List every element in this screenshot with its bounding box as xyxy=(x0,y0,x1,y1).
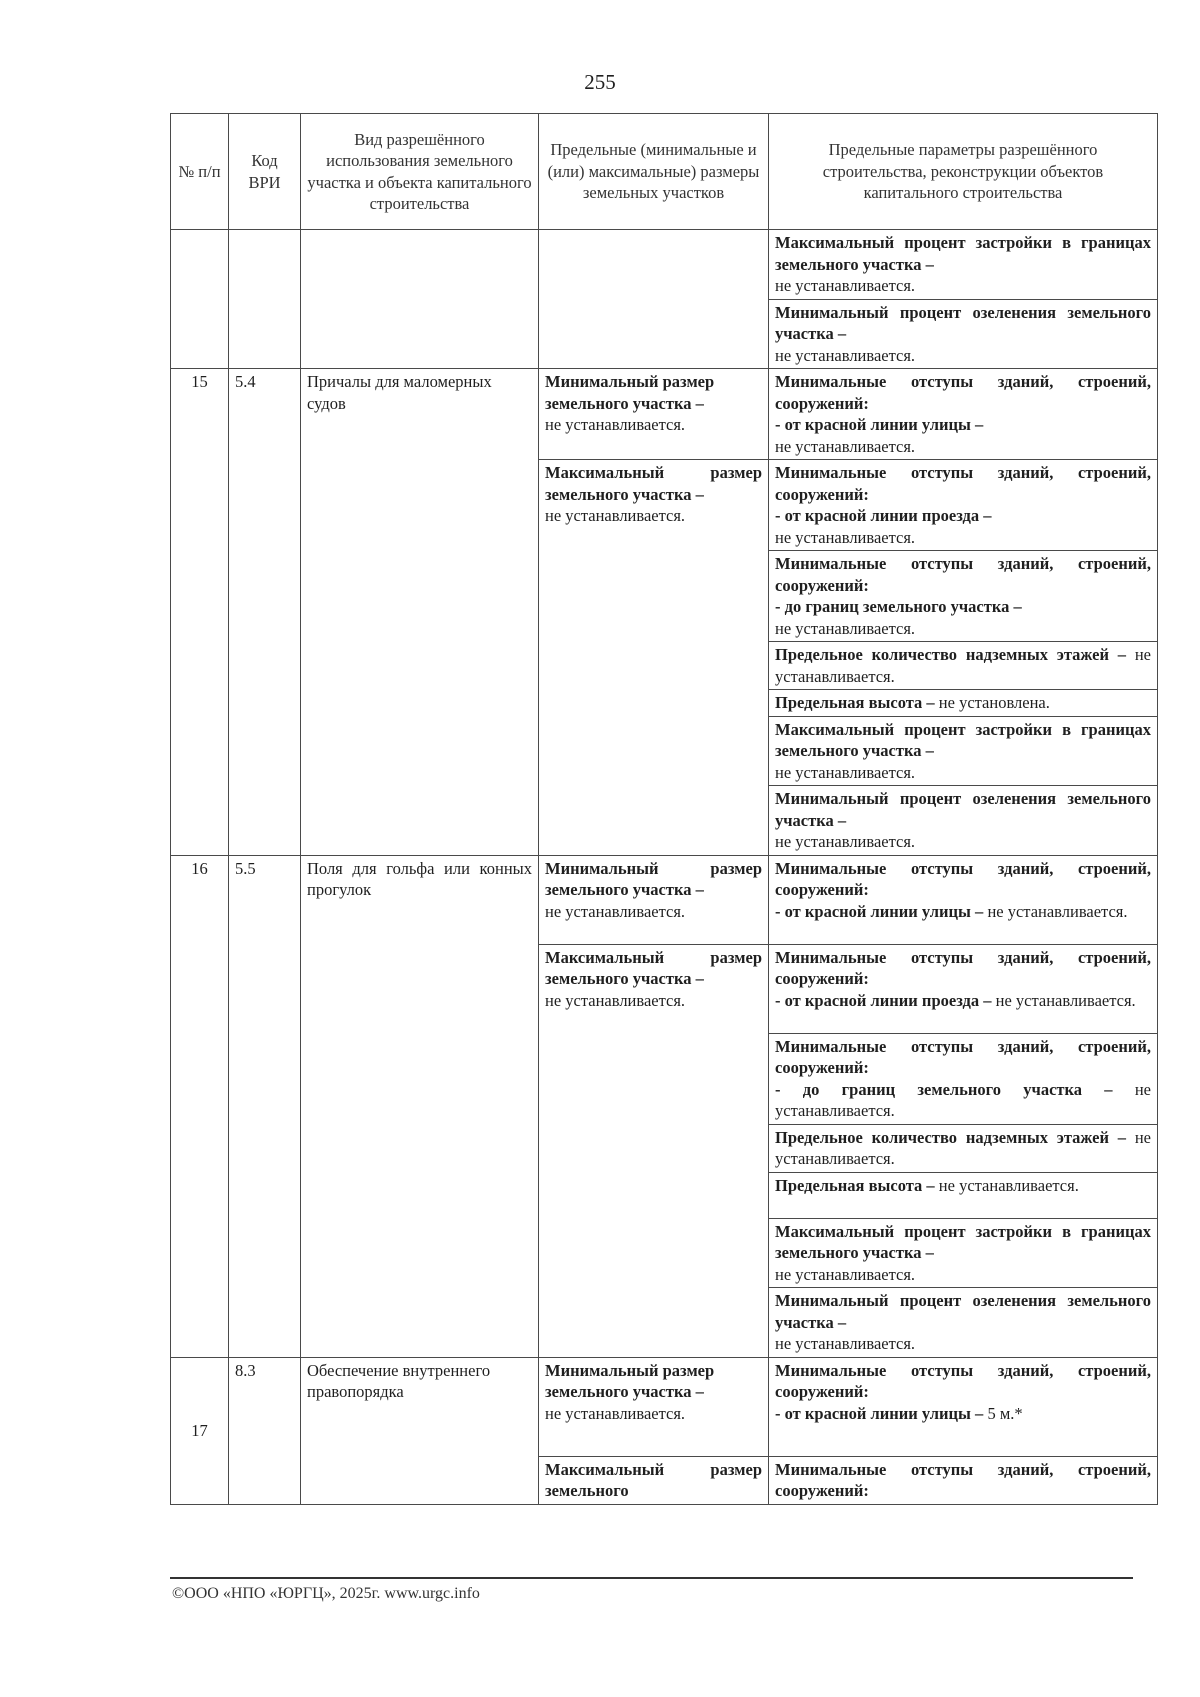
param-cell xyxy=(769,1456,1158,1504)
param-value: не устанавливается. xyxy=(995,990,1136,1010)
row-code: 5.4 xyxy=(229,369,301,856)
param-cell xyxy=(769,1218,1158,1288)
header-vid: Вид разрешённого использования земельного участка и объекта капитального строительства xyxy=(301,114,539,230)
row-vid: Поля для гольфа или конных прогулок xyxy=(301,855,539,1357)
param-value: не устанавливается. xyxy=(775,618,916,638)
table-row xyxy=(171,369,1158,460)
table-row xyxy=(171,855,1158,944)
header-size: Предельные (минимальные и (или) максимальные) размеры земельных участков xyxy=(539,114,769,230)
size-value: не устанавливается. xyxy=(545,506,686,525)
param-cell xyxy=(769,369,1158,460)
row-num: 15 xyxy=(171,369,229,856)
param-value: не устанавливается. xyxy=(775,1334,916,1353)
param-value: не устанавливается. xyxy=(775,645,1151,686)
page-number: 255 xyxy=(584,70,616,94)
param-cell xyxy=(769,551,1158,642)
param-head: Минимальный процент озеленения земельного участка – xyxy=(775,789,1151,830)
size-value: не устанавливается. xyxy=(545,1403,686,1423)
param-cell xyxy=(769,944,1158,1033)
size-value: не устанавливается. xyxy=(545,901,686,921)
size-head: Минимальный размер земельного участка – xyxy=(545,858,762,899)
param-line: - от красной линии улицы – xyxy=(775,1403,984,1423)
size-head: Максимальный размер земельного участка – xyxy=(545,947,762,988)
param-head: Минимальные отступы зданий, строений, сооружений: xyxy=(775,554,1151,595)
row-vid: Обеспечение внутреннего правопорядка xyxy=(301,1357,539,1504)
param-line: - от красной линии проезда – xyxy=(775,990,992,1010)
param-value: не устанавливается. xyxy=(775,832,916,851)
cont-size-cell xyxy=(539,230,769,369)
param-cell xyxy=(769,460,1158,551)
param-head: Предельное количество надземных этажей – xyxy=(775,645,1127,664)
param-value: не устанавливается. xyxy=(775,527,916,547)
table-row xyxy=(171,230,1158,300)
regulations-table xyxy=(170,113,1158,1505)
size-head: Максимальный размер земельного участка – xyxy=(545,463,762,504)
header-code: Код ВРИ xyxy=(229,114,301,230)
header-params: Предельные параметры разрешённого строительства, реконструкции объектов капитального строительства xyxy=(769,114,1158,230)
param-value: не устанавливается. xyxy=(775,1079,1151,1120)
param-head: Предельная высота – xyxy=(775,693,935,712)
param-cell xyxy=(769,642,1158,690)
param-value: не устанавливается. xyxy=(775,345,916,365)
param-head: Максимальный процент застройки в границах земельного участка – xyxy=(775,1221,1151,1262)
param-value: не устанавливается. xyxy=(775,1264,916,1284)
row-code: 8.3 xyxy=(229,1357,301,1504)
param-line: - от красной линии улицы – xyxy=(775,901,984,921)
param-line: - до границ земельного участка – xyxy=(775,597,1022,616)
param-head: Минимальные отступы зданий, строений, сооружений: xyxy=(775,1360,1151,1401)
param-value: 5 м.* xyxy=(987,1403,1023,1423)
param-head: Минимальные отступы зданий, строений, сооружений: xyxy=(775,947,1151,988)
header-num: № п/п xyxy=(171,114,229,230)
param-cell xyxy=(769,299,1158,369)
param-value: не устанавливается. xyxy=(987,901,1128,921)
param-head: Предельное количество надземных этажей – xyxy=(775,1127,1127,1147)
footer-divider xyxy=(170,1577,1133,1579)
param-value: не установлена. xyxy=(938,693,1050,712)
size-cell xyxy=(539,369,769,460)
size-cell xyxy=(539,1456,769,1504)
param-head: Минимальный процент озеленения земельного участка – xyxy=(775,302,1151,343)
param-value: не устанавливается. xyxy=(775,1127,1151,1168)
row-vid: Причалы для маломерных судов xyxy=(301,369,539,856)
table-header-row xyxy=(171,114,1158,230)
size-cell xyxy=(539,855,769,944)
param-cell xyxy=(769,1172,1158,1218)
param-head: Максимальный процент застройки в границах земельного участка – xyxy=(775,719,1151,760)
row-num: 16 xyxy=(171,855,229,1357)
size-cell xyxy=(539,460,769,856)
param-value: не устанавливается. xyxy=(775,762,916,782)
cont-vid-cell xyxy=(301,230,539,369)
param-head: Минимальные отступы зданий, строений, сооружений: xyxy=(775,463,1151,504)
param-cell xyxy=(769,786,1158,856)
param-value: не устанавливается. xyxy=(775,436,916,456)
param-head: Минимальный процент озеленения земельного участка – xyxy=(775,1291,1151,1332)
param-cell xyxy=(769,1033,1158,1124)
row-num: 17 xyxy=(171,1357,229,1504)
param-line: - до границ земельного участка – xyxy=(775,1079,1113,1099)
size-cell xyxy=(539,944,769,1357)
size-head: Минимальный размер земельного участка – xyxy=(545,1360,715,1401)
size-head: Максимальный размер земельного xyxy=(545,1459,762,1500)
row-code: 5.5 xyxy=(229,855,301,1357)
cont-num-cell xyxy=(171,230,229,369)
param-head: Предельная высота – xyxy=(775,1175,935,1195)
size-value: не устанавливается. xyxy=(545,990,686,1010)
param-cell xyxy=(769,1357,1158,1456)
param-cell xyxy=(769,230,1158,300)
size-value: не устанавливается. xyxy=(545,415,686,434)
param-cell xyxy=(769,1288,1158,1358)
table-row xyxy=(171,1357,1158,1456)
param-head: Минимальные отступы зданий, строений, сооружений: xyxy=(775,1459,1151,1500)
param-value: не устанавливается. xyxy=(938,1175,1079,1195)
param-cell xyxy=(769,1124,1158,1172)
param-value: не устанавливается. xyxy=(775,276,916,295)
param-head: Минимальные отступы зданий, строений, сооружений: xyxy=(775,1036,1151,1077)
size-head: Минимальный размер земельного участка – xyxy=(545,372,715,413)
param-head: Максимальный процент застройки в границах земельного участка – xyxy=(775,233,1151,274)
param-line: - от красной линии проезда – xyxy=(775,506,992,525)
param-cell xyxy=(769,690,1158,717)
cont-code-cell xyxy=(229,230,301,369)
param-cell xyxy=(769,855,1158,944)
param-head: Минимальные отступы зданий, строений, сооружений: xyxy=(775,372,1151,413)
param-cell xyxy=(769,716,1158,786)
size-cell xyxy=(539,1357,769,1456)
param-head: Минимальные отступы зданий, строений, сооружений: xyxy=(775,858,1151,899)
footer-copyright: ©ООО «НПО «ЮРГЦ», 2025г. www.urgc.info xyxy=(172,1585,480,1602)
param-line: - от красной линии улицы – xyxy=(775,415,984,434)
